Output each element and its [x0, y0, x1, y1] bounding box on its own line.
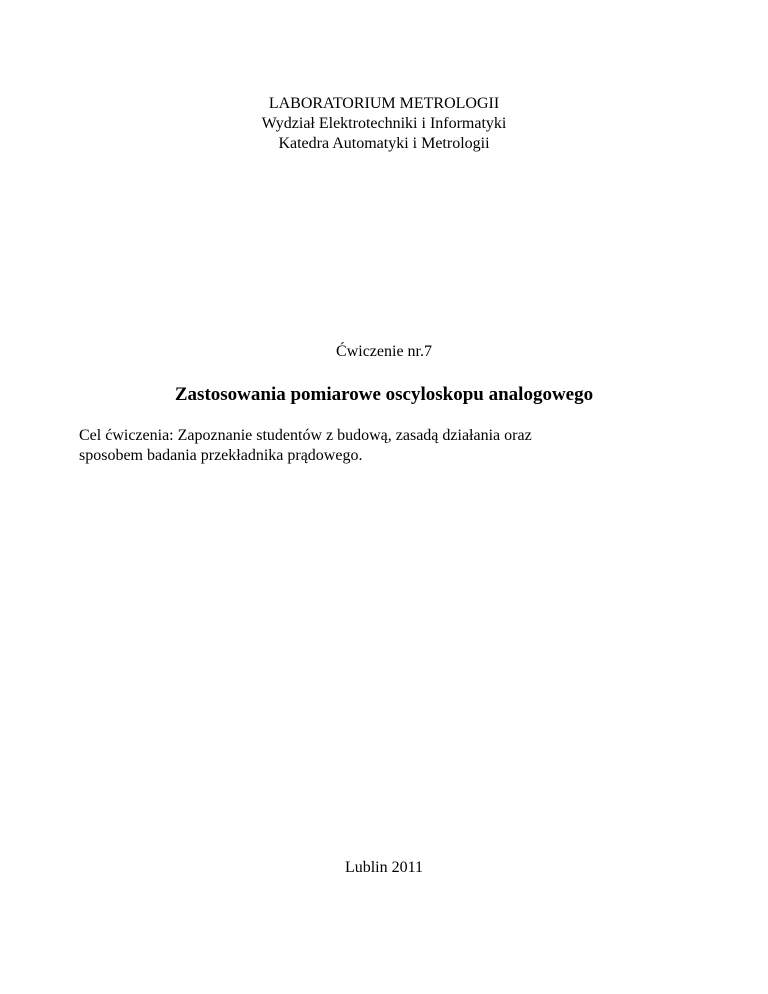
exercise-number: Ćwiczenie nr.7: [336, 343, 432, 360]
lab-name: LABORATORIUM METROLOGII: [268, 95, 500, 112]
exercise-title: Zastosowania pomiarowe oscyloskopu analogowego: [174, 384, 594, 405]
department-name: Katedra Automatyki i Metrologii: [278, 135, 490, 152]
exercise-objective: [79, 426, 699, 466]
faculty-name: Wydział Elektrotechniki i Informatyki: [261, 115, 507, 132]
objective-line-2: sposobem badania przekładnika prądowego.: [79, 447, 363, 464]
document-header: [0, 94, 768, 154]
objective-line-1: Cel ćwiczenia: Zapoznanie studentów z budową, zasadą działania oraz: [79, 427, 532, 444]
place-and-year: Lublin 2011: [344, 859, 424, 876]
